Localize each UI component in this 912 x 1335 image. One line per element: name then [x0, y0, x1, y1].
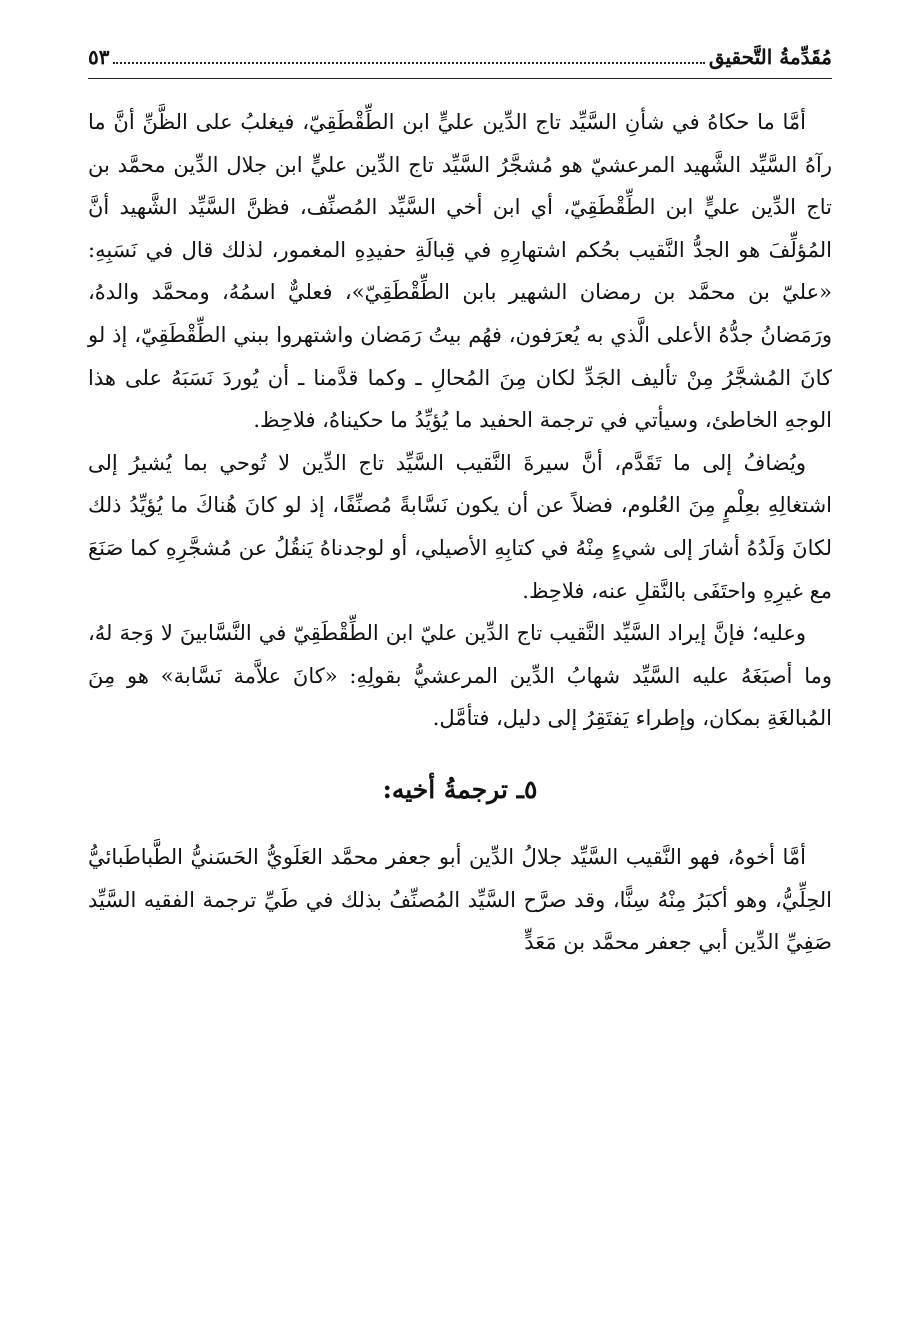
body-text: [88, 101, 832, 740]
page-number: ٥٣: [88, 45, 110, 69]
header-dot-leader: [113, 62, 704, 64]
body-text-after-heading: [88, 836, 832, 964]
header-title: مُقَدِّمةُ التَّحقيق: [708, 45, 832, 69]
header-rule: [88, 78, 832, 79]
paragraph: ويُضافُ إلى ما تَقَدَّم، أنَّ سيرةَ النَّقيب السَّيِّد تاج الدِّين لا تُوحي بما يُشيرُ إلى اشتغالِهِ بعِلْمٍ مِنَ العُلوم، فضلاً عن أن يكون نَسَّابةً مُصنِّفًا، إذ لو كانَ هُناكَ ما يُؤيِّدُ ذلك لكانَ وَلَدُهُ أشارَ إلى شيءٍ مِنْهُ في كتابِهِ الأصيلي، أو لوجدناهُ يَنقُلُ عن مُشجَّرِهِ كما صَنَعَ مع غيرِهِ واحتَفَى بالنَّقلِ عنه، فلاحِظ.: [88, 450, 832, 603]
section-heading: ٥ـ ترجمةُ أخيه:: [382, 774, 538, 804]
paragraph: أمَّا أخوهُ، فهو النَّقيب السَّيِّد جلالُ الدِّين أبو جعفر محمَّد العَلَويُّ الحَسَنيُّ الطَّباطَبائيُّ الحِلِّيُّ، وهو أكبَرُ مِنْهُ سِنًّا، وقد صرَّح السَّيِّد المُصنِّفُ بذلك في طَيِّ ترجمة الفقيه السَّيِّد صَفِيِّ الدِّين أبي جعفر محمَّد بن مَعَدٍّ: [88, 844, 832, 955]
paragraph: وعليه؛ فإنَّ إيراد السَّيِّد النَّقيب تاج الدِّين عليّ ابن الطِّقْطَقِيّ في النَّسَّابينَ لا وَجهَ لهُ، وما أصبَغَهُ عليه السَّيِّد شهابُ الدِّين المرعشيُّ بقولِهِ: «كانَ علاَّمة نَسَّابة» هو مِنَ المُبالغَةِ بمكان، وإطراء يَفتَقِرُ إلى دليل، فتأمَّل.: [88, 621, 832, 731]
page: [88, 40, 832, 964]
paragraph: أمَّا ما حكاهُ في شأنِ السَّيِّد تاج الدِّين عليٍّ ابن الطِّقْطَقِيّ، فيغلبُ على الظَّنِّ أنَّ ما رآهُ السَّيِّد الشَّهيد المرعشيّ هو مُشجَّرُ السَّيِّد تاج الدِّين عليٍّ ابن جلال الدِّين محمَّد بن تاج الدِّين عليٍّ ابن الطِّقْطَقِيّ، أي ابن أخي السَّيِّد المُصنِّف، فظنَّ السَّيِّد الشَّهيد أنَّ المُؤلِّفَ هو الجدُّ النَّقيب بحُكم اشتهارِهِ في قِبالَةِ حفيدِهِ المغمور، لذلك قال في نَسَبِهِ: «عليّ بن محمَّد بن رمضان الشهير بابن الطِّقْطَقِيّ»، فعليٌّ اسمُهُ، ومحمَّد والدهُ، ورَمَضانُ جدُّهُ الأعلى الَّذي به يُعرَفون، فهُم بيتُ رَمَضان واشتهروا ببني الطِّقْطَقِيّ، إذ لو كانَ المُشجَّرُ مِنْ تأليف الجَدِّ لكان مِنَ المُحالِ ـ وكما قدَّمنا ـ أن يُوردَ نَسَبَهُ على هذا الوجهِ الخاطئ، وسيأتي في ترجمة الحفيد ما يُؤيِّدُ ما حكيناهُ، فلاحِظ.: [88, 110, 832, 433]
running-header: [88, 40, 832, 74]
